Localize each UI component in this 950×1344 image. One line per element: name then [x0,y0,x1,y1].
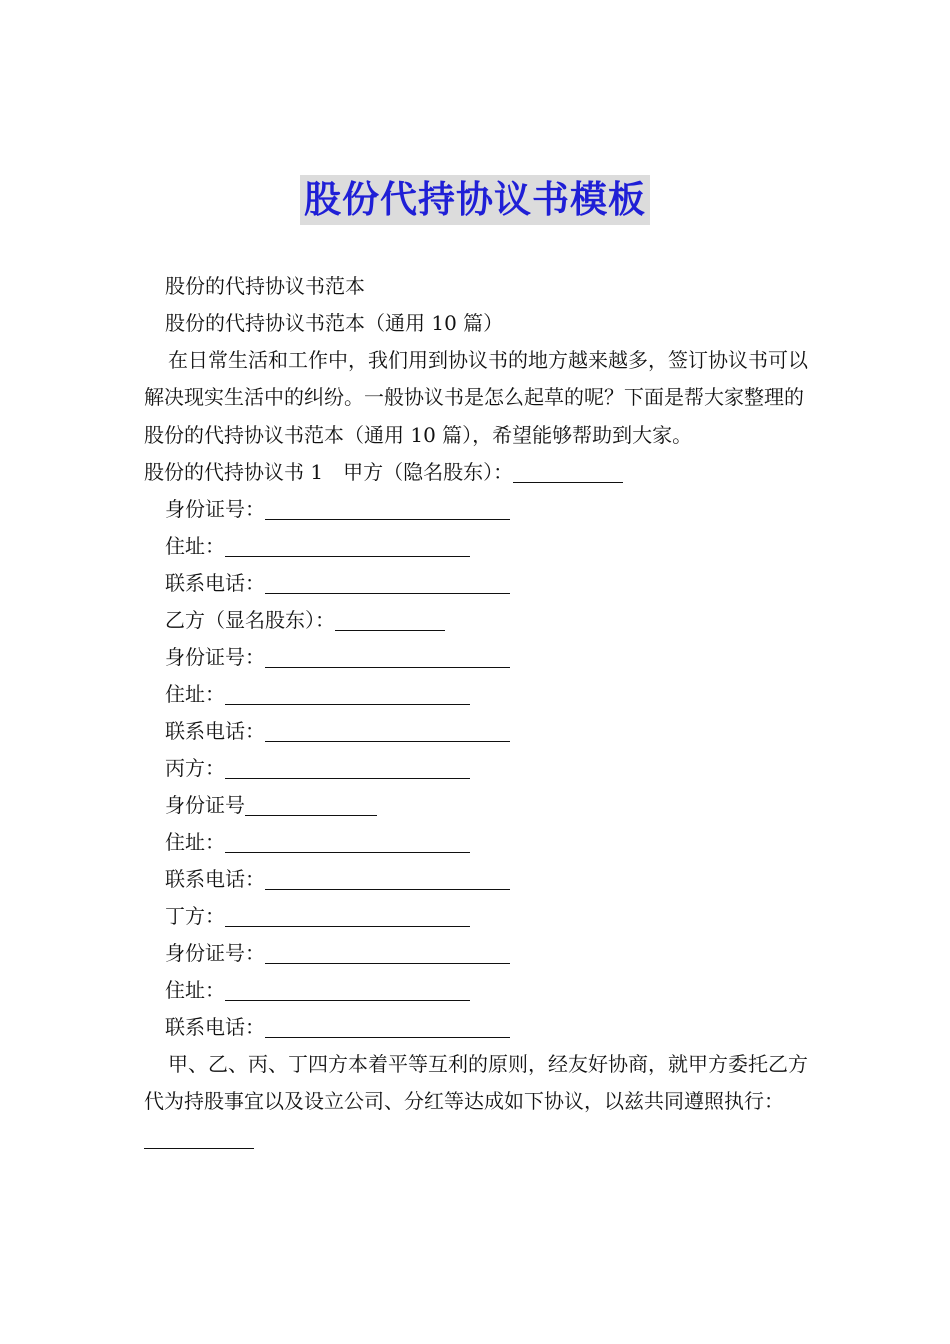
party-a-phone-label: 联系电话： [165,570,265,595]
party-d-id-label: 身份证号： [165,940,265,965]
party-b-address-label: 住址： [165,681,225,706]
party-b-id-line [144,639,809,676]
party-d-address-line [144,972,809,1009]
party-d-phone-label: 联系电话： [165,1014,265,1039]
fill-blank [265,941,510,964]
party-b-heading-line [144,602,809,639]
closing-paragraph [144,1046,809,1158]
document-title-text: 股份代持协议书模板 [300,175,650,225]
fill-blank [225,904,470,927]
fill-blank [225,830,470,853]
fill-blank [225,756,470,779]
fill-blank [265,645,510,668]
fill-blank [513,460,623,483]
party-a-address-line [144,528,809,565]
party-d-heading: 丁方： [165,903,225,928]
intro-paragraph: 在日常生活和工作中，我们用到协议书的地方越来越多，签订协议书可以解决现实生活中的纠纷。一般协议书是怎么起草的呢？下面是帮大家整理的股份的代持协议书范本（通用 10 篇），希望能够帮助到大家。 [144,348,808,447]
party-d-heading-line [144,898,809,935]
party-c-phone-label: 联系电话： [165,866,265,891]
party-b-id-label: 身份证号： [165,644,265,669]
subtitle-2: 股份的代持协议书范本（通用 10 篇） [165,311,504,335]
subtitle-1: 股份的代持协议书范本 [165,274,365,298]
party-c-heading-line [144,750,809,787]
fill-blank [245,793,377,816]
fill-blank [225,682,470,705]
document-title [0,175,950,225]
party-b-phone-label: 联系电话： [165,718,265,743]
party-a-address-label: 住址： [165,533,225,558]
party-b-heading: 乙方（显名股东）： [165,607,335,632]
party-b-phone-line [144,713,809,750]
document-body [144,268,809,1158]
party-b-address-line [144,676,809,713]
party-a-id-line [144,491,809,528]
closing-text: 甲、乙、丙、丁四方本着平等互利的原则，经友好协商，就甲方委托乙方代为持股事宜以及设立公司、分红等达成如下协议，以兹共同遵照执行： [144,1051,808,1114]
party-a-phone-line [144,565,809,602]
fill-blank [225,534,470,557]
party-c-id-line [144,787,809,824]
section-heading-line [144,454,809,491]
fill-blank [265,1015,510,1038]
fill-blank [225,978,470,1001]
fill-blank [265,497,510,520]
fill-blank [265,719,510,742]
party-d-id-line [144,935,809,972]
party-d-phone-line [144,1009,809,1046]
party-c-address-line [144,824,809,861]
party-d-address-label: 住址： [165,977,225,1002]
section-heading: 股份的代持协议书 1 甲方（隐名股东）： [144,459,514,484]
fill-blank [144,1126,254,1149]
fill-blank [335,608,445,631]
party-c-heading: 丙方： [165,755,225,780]
party-c-id-label: 身份证号 [165,792,245,817]
fill-blank [265,867,510,890]
party-c-phone-line [144,861,809,898]
fill-blank [265,571,510,594]
party-a-id-label: 身份证号： [165,496,265,521]
party-c-address-label: 住址： [165,829,225,854]
